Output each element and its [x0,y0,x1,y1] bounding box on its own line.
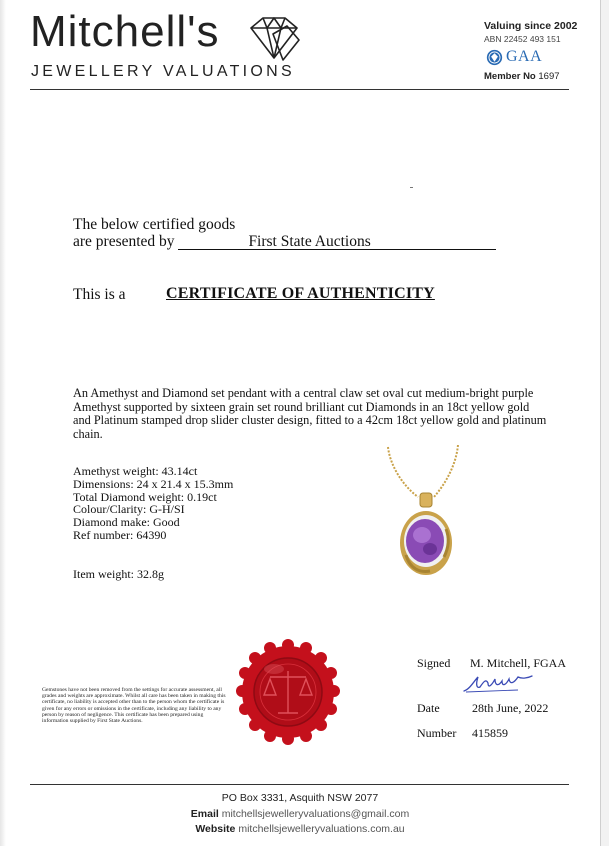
spec-dimensions: Dimensions: 24 x 21.4 x 15.3mm [73,476,234,491]
date-value: 28th June, 2022 [472,701,549,715]
email-label: Email [190,807,219,820]
brand-name: Mitchell's [30,7,220,56]
header-credentials [484,20,577,82]
scan-speck [410,187,413,188]
intro-line-2 [73,233,496,250]
spec-diamond-make: Diamond make: Good [73,515,180,530]
signed-label: Signed [417,656,451,670]
member-label: Member No [484,71,536,82]
item-weight: Item weight: 32.8g [73,567,164,581]
certificate-prefix: This is a [73,286,126,303]
item-specs [73,465,233,542]
gaa-emblem-icon [486,49,503,66]
gaa-logo [486,48,577,66]
spec-colour-clarity: Colour/Clarity: G-H/SI [73,502,185,517]
pendant-photo [380,445,470,585]
presented-by-block [73,216,496,250]
email-link[interactable]: mitchellsjewelleryvaluations@gmail.com [221,807,410,820]
diamond-logo-icon [245,14,303,62]
member-number [484,71,577,82]
footer-email [0,807,600,823]
number-value: 415859 [472,726,508,740]
disclaimer-text: Gemstones have not been removed from the settings for accurate assessment, all grades and weights are approximate. Whilst all care has been taken in making this certificate, no liability is accepted other than to the person whom the certificate is given for any errors or omissions in the certificate, including any liability to any person by reason of negligence. This certificate has been prepared using information supplied by First State Auctions. [42,687,226,725]
wax-seal-scales-icon [236,639,340,745]
header-divider [30,89,569,90]
viewer-right-edge [600,0,609,846]
presented-by-value: First State Auctions [178,234,496,250]
spec-ref-number: Ref number: 64390 [73,527,167,542]
footer-website [0,822,600,838]
spec-diamond-weight: Total Diamond weight: 0.19ct [73,489,217,504]
gaa-logo-text: GAA [506,48,543,65]
member-value: 1697 [538,71,560,82]
website-link[interactable]: mitchellsjewelleryvaluations.com.au [238,823,405,835]
number-label: Number [417,726,457,740]
certificate-title: CERTIFICATE OF AUTHENTICITY [166,285,435,302]
abn-number: ABN 22452 493 151 [484,34,561,44]
spec-amethyst-weight: Amethyst weight: 43.14ct [73,464,198,478]
date-label: Date [417,701,440,715]
footer-divider [30,784,569,785]
footer-address: PO Box 3331, Asquith NSW 2077 [221,792,379,804]
item-description: An Amethyst and Diamond set pendant with a central claw set oval cut medium-bright purple Amethyst supported by sixteen grain set round brilliant cut Diamonds in an 18ct yellow gold and Platinum stamped drop slider cluster design, fitted to a 42cm 18ct yellow gold and platinum chain. [73,386,547,441]
valuing-since: Valuing since 2002 [484,20,578,32]
brand-tagline: JEWELLERY VALUATIONS [31,63,295,80]
signed-value: M. Mitchell, FGAA [470,656,566,670]
presented-by-label: are presented by [73,233,175,250]
page-shadow-left [0,0,6,846]
intro-line-1: The below certified goods [73,216,236,233]
footer-contact [0,791,600,838]
website-label: Website [195,823,236,835]
handwritten-signature [462,673,534,695]
